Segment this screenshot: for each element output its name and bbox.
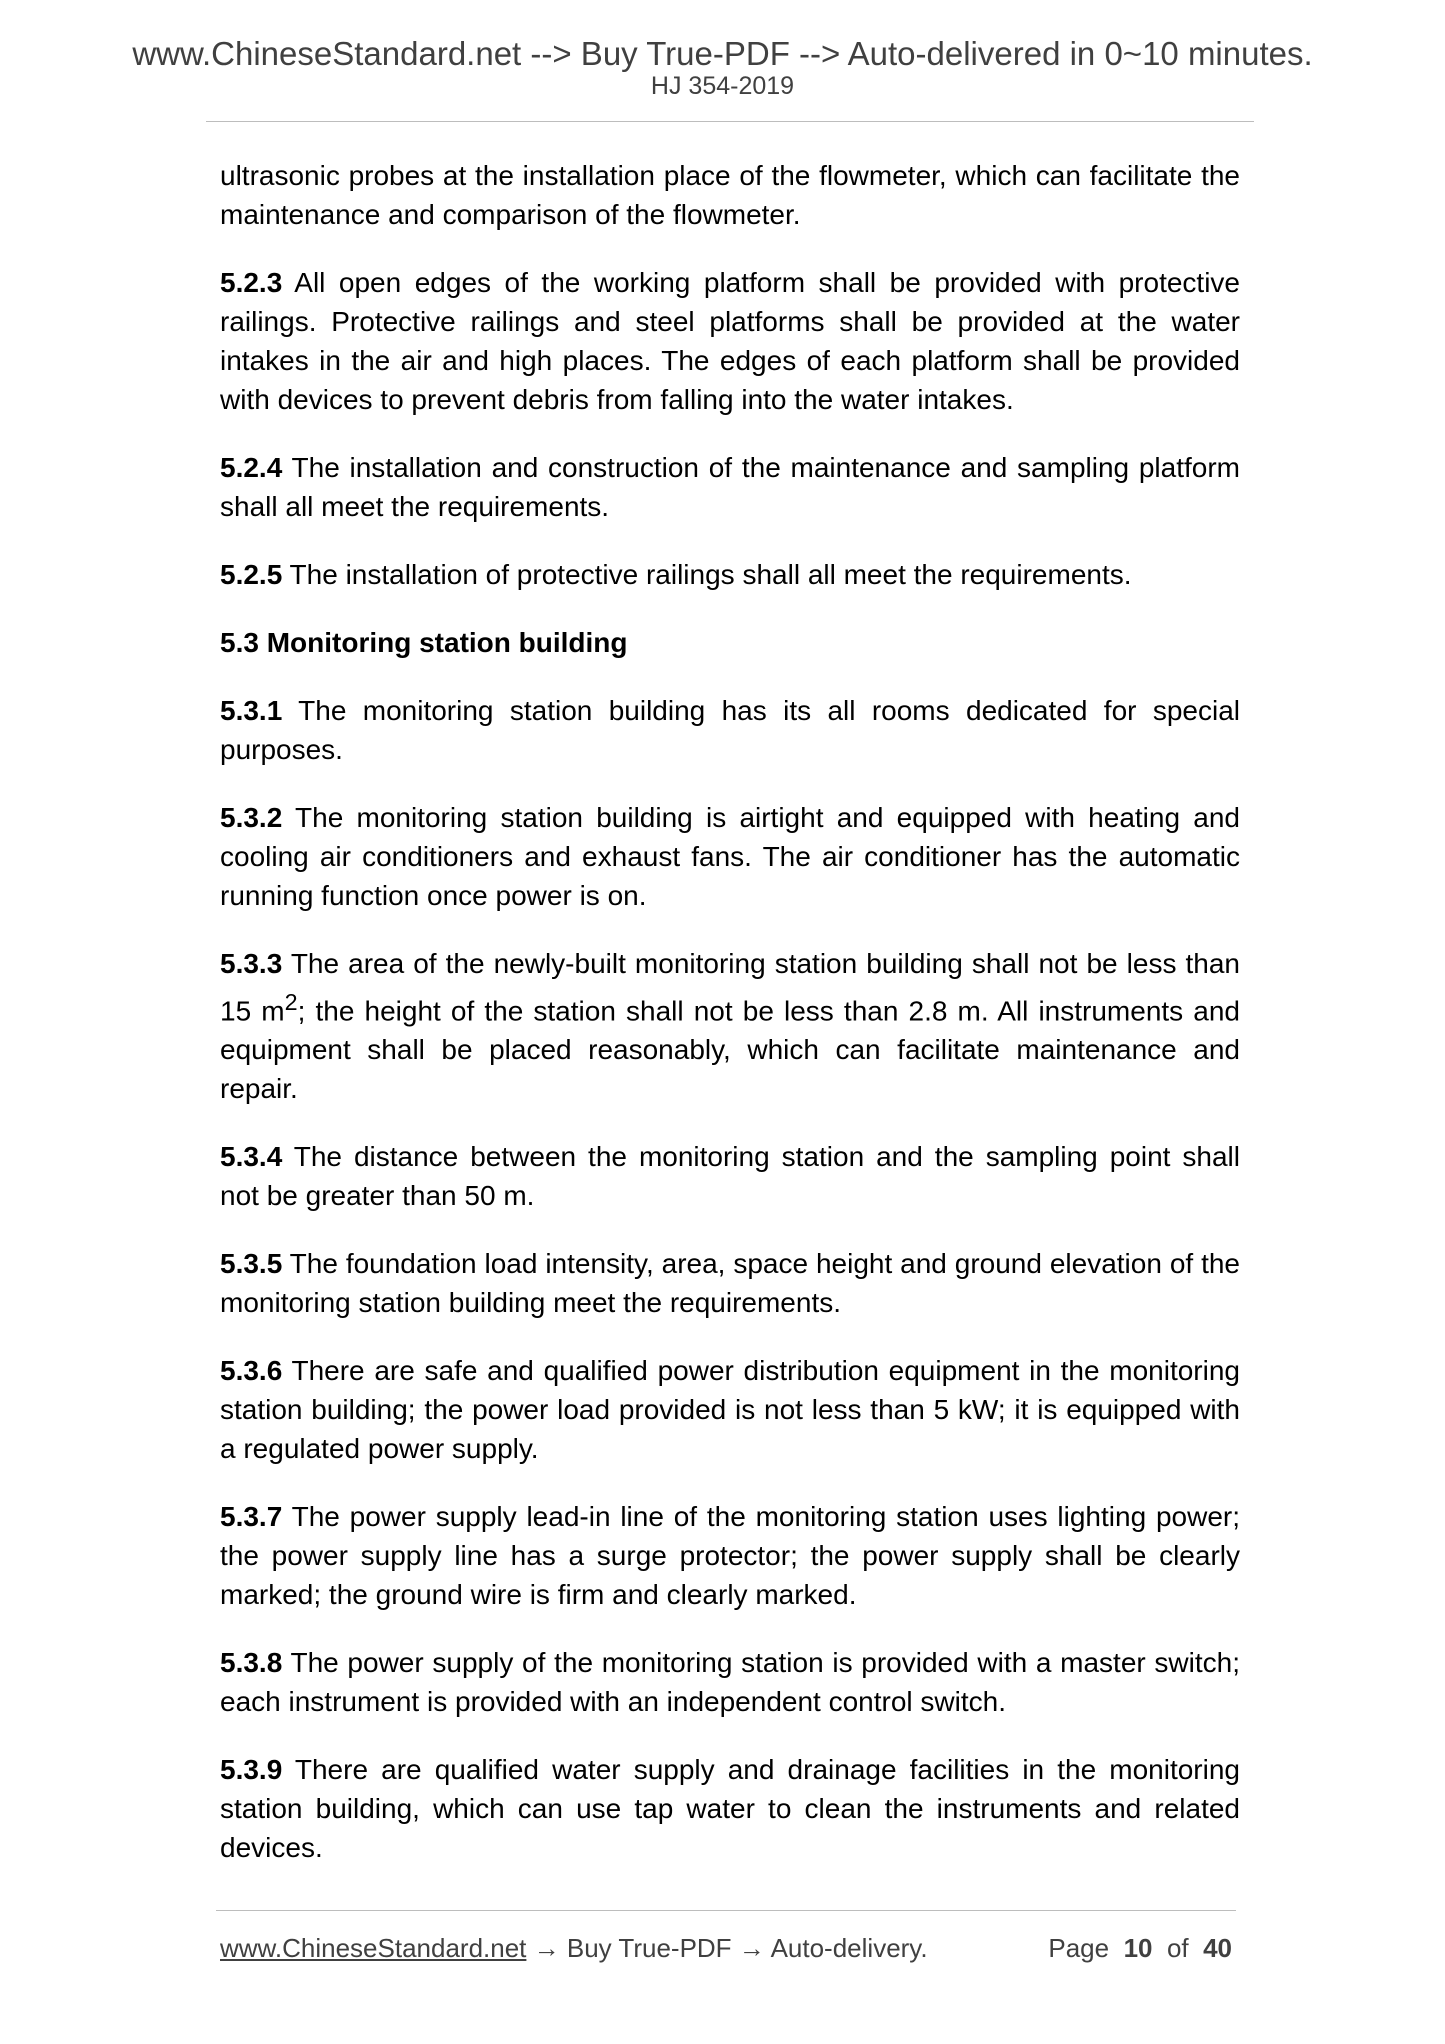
clause-5-3-7: [220, 1497, 1240, 1614]
clause-text: There are safe and qualified power distribution equipment in the monitoring station building; the power load provided is not less than 5 kW; it is equipped with a regulated power supply.: [220, 1355, 1240, 1465]
clause-5-2-5: [220, 555, 1240, 594]
page-total: 40: [1203, 1933, 1232, 1963]
clause-5-3-9: [220, 1750, 1240, 1867]
header-divider: [206, 121, 1254, 122]
page-number: 10: [1123, 1933, 1153, 1963]
clause-number: 5.3.3: [220, 948, 283, 979]
clause-5-3-3: [220, 944, 1240, 1108]
superscript: 2: [284, 989, 298, 1015]
clause-5-3-2: [220, 798, 1240, 915]
clause-number: 5.3.8: [220, 1647, 283, 1679]
clause-text: The installation of protective railings shall all meet the requirements.: [282, 559, 1132, 590]
clause-text: All open edges of the working platform shall be provided with protective railings. Protective railings and steel platforms shall be provided at the water intakes in the air and high places. The edges of each platform shall be provided with devices to prevent debris from falling into the water intakes.: [220, 267, 1240, 415]
clause-5-2-4: [220, 448, 1240, 526]
clause-text: The monitoring station building is airtight and equipped with heating and cooling air conditioners and exhaust fans. The air conditioner has the automatic running function once power is on.: [220, 802, 1240, 911]
clause-number: 5.3.9: [220, 1754, 283, 1786]
clause-5-3-8: [220, 1643, 1240, 1721]
clause-number: 5.2.5: [220, 559, 283, 590]
footer-divider: [216, 1910, 1236, 1911]
clause-number: 5.3.2: [220, 802, 283, 833]
standard-code: HJ 354-2019: [650, 72, 795, 100]
paragraph-intro: ultrasonic probes at the installation place of the flowmeter, which can facilitate the maintenance and comparison of the flowmeter.: [220, 160, 1240, 230]
header-banner: www.ChineseStandard.net --> Buy True-PDF --> Auto-delivered in 0~10 minutes.: [132, 35, 1313, 72]
clause-text: The foundation load intensity, area, space height and ground elevation of the monitoring station building meet the requirements.: [220, 1248, 1240, 1319]
clause-text: The power supply lead-in line of the monitoring station uses lighting power; the power supply line has a surge protector; the power supply shall be clearly marked; the ground wire is firm and clearly marked.: [220, 1501, 1240, 1611]
clause-text-part-a: The area of the newly-built monitoring station building shall not be less than 15 m: [220, 948, 1240, 1027]
clause-5-3-5: [220, 1244, 1240, 1322]
clause-text: There are qualified water supply and drainage facilities in the monitoring station building, which can use tap water to clean the instruments and related devices.: [220, 1754, 1240, 1864]
clause-number: 5.3.6: [220, 1355, 283, 1387]
page-indicator: [1048, 1932, 1232, 1964]
clause-number: 5.3.1: [220, 695, 283, 726]
clause-5-3-1: [220, 691, 1240, 769]
clause-text: The monitoring station building has its all rooms dedicated for special purposes.: [220, 695, 1240, 765]
clause-5-3-4: [220, 1137, 1240, 1215]
document-body: [220, 156, 1240, 1896]
clause-5-2-3: [220, 263, 1240, 419]
footer-tagline: → Buy True-PDF → Auto-delivery.: [526, 1933, 928, 1963]
section-heading-5-3: 5.3 Monitoring station building: [220, 627, 628, 658]
clause-number: 5.3.5: [220, 1248, 283, 1280]
clause-number: 5.3.7: [220, 1501, 283, 1533]
clause-text: The installation and construction of the maintenance and sampling platform shall all meet the requirements.: [220, 452, 1240, 522]
clause-text-part-b: ; the height of the station shall not be less than 2.8 m. All instruments and equipment shall be placed reasonably, which can facilitate maintenance and repair.: [220, 995, 1241, 1105]
page-footer: [220, 1932, 1232, 1964]
clause-number: 5.3.4: [220, 1141, 283, 1173]
clause-number: 5.2.3: [220, 267, 283, 298]
clause-text: The distance between the monitoring station and the sampling point shall not be greater than 50 m.: [220, 1141, 1240, 1212]
clause-text: The power supply of the monitoring station is provided with a master switch; each instrument is provided with an independent control switch.: [220, 1647, 1240, 1718]
page-label: Page: [1048, 1933, 1110, 1963]
clause-5-3-6: [220, 1351, 1240, 1468]
clause-number: 5.2.4: [220, 452, 283, 483]
of-label: of: [1166, 1933, 1189, 1963]
footer-site-link[interactable]: www.ChineseStandard.net: [220, 1933, 527, 1963]
